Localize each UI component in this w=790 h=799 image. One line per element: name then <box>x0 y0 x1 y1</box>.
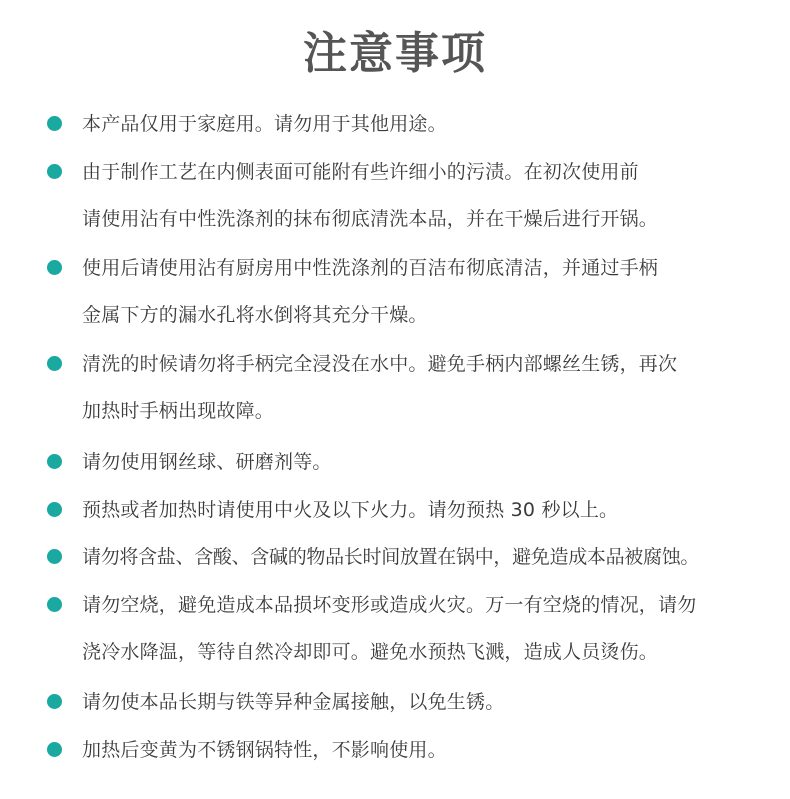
bullet-dot-icon <box>47 742 62 757</box>
note-text: 清洗的时候请勿将手柄完全浸没在水中。避免手柄内部螺丝生锈，再次 <box>82 353 678 375</box>
note-text-continuation: 请使用沾有中性洗涤剂的抹布彻底清洗本品，并在干燥后进行开锅。 <box>82 208 659 230</box>
bullet-dot-icon <box>47 694 62 709</box>
note-text: 由于制作工艺在内侧表面可能附有些许细小的污渍。在初次使用前 <box>82 161 639 183</box>
note-text: 使用后请使用沾有厨房用中性洗涤剂的百洁布彻底清洁，并通过手柄 <box>82 257 659 279</box>
note-text: 本产品仅用于家庭用。请勿用于其他用途。 <box>82 113 447 135</box>
bullet-dot-icon <box>47 356 62 371</box>
bullet-dot-icon <box>47 164 62 179</box>
bullet-dot-icon <box>47 116 62 131</box>
note-text-continuation: 金属下方的漏水孔将水倒将其充分干燥。 <box>82 304 428 326</box>
bullet-dot-icon <box>47 549 62 564</box>
bullet-dot-icon <box>47 502 62 517</box>
page-title: 注意事项 <box>303 28 487 79</box>
bullet-dot-icon <box>47 260 62 275</box>
note-text: 请勿使本品长期与铁等异种金属接触，以免生锈。 <box>82 691 505 713</box>
note-text-continuation: 浇冷水降温，等待自然冷却即可。避免水预热飞溅，造成人员烫伤。 <box>82 641 659 663</box>
note-text: 请勿空烧，避免造成本品损坏变形或造成火灾。万一有空烧的情况，请勿 <box>82 594 697 616</box>
bullet-dot-icon <box>47 454 62 469</box>
note-text: 请勿使用钢丝球、研磨剂等。 <box>82 451 332 473</box>
note-text-continuation: 加热时手柄出现故障。 <box>82 400 275 422</box>
note-text: 请勿将含盐、含酸、含碱的物品长时间放置在锅中，避免造成本品被腐蚀。 <box>82 546 700 568</box>
note-text: 加热后变黄为不锈钢锅特性，不影响使用。 <box>82 739 447 761</box>
note-text: 预热或者加热时请使用中火及以下火力。请勿预热 30 秒以上。 <box>82 499 619 521</box>
bullet-dot-icon <box>47 597 62 612</box>
